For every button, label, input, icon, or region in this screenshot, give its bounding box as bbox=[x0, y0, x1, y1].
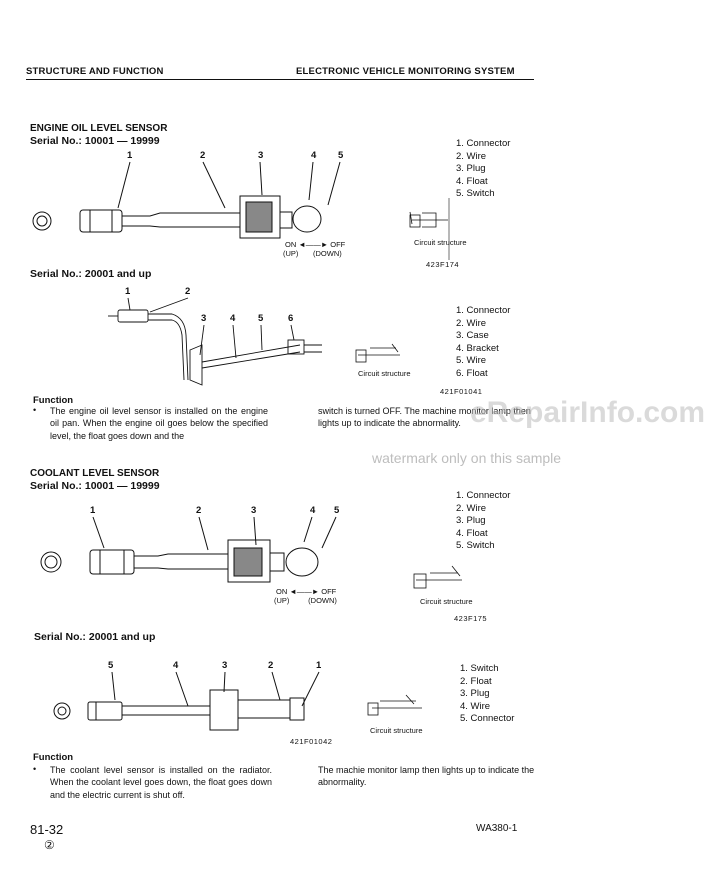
list-item: 2. Wire bbox=[456, 150, 487, 162]
coolant-circuit-label-2: Circuit structure bbox=[370, 726, 423, 735]
callout-4: 4 bbox=[173, 660, 179, 671]
list-item: 6. Float bbox=[456, 367, 488, 379]
coolant-sensor-title: COOLANT LEVEL SENSOR bbox=[30, 468, 160, 479]
callout-5: 5 bbox=[108, 660, 114, 671]
coolant-up-down-label: (UP) (DOWN) bbox=[274, 596, 337, 605]
list-item: 1. Connector bbox=[456, 490, 511, 501]
coolant-function-text: The coolant level sensor is installed on the radiator. When the coolant level goes down, the float goes down and the electric current is shut off. bbox=[50, 765, 272, 800]
oil-serial-2: Serial No.: 20001 and up bbox=[30, 268, 152, 280]
list-item: 2. Wire bbox=[456, 317, 487, 329]
coolant-figure-code-1: 423F175 bbox=[454, 614, 488, 623]
callout-2: 2 bbox=[196, 505, 202, 516]
list-item: 3. Plug bbox=[460, 688, 490, 700]
model-code: WA380-1 bbox=[476, 823, 518, 834]
callout-4: 4 bbox=[310, 505, 316, 516]
callout-3: 3 bbox=[222, 660, 228, 671]
oil-up-down-label: (UP) (DOWN) bbox=[283, 249, 342, 258]
callout-5: 5 bbox=[258, 313, 264, 324]
list-item: 4. Bracket bbox=[456, 342, 499, 354]
list-item: 3. Case bbox=[456, 330, 489, 342]
list-item: 1. Connector bbox=[456, 138, 511, 149]
coolant-function-text-right: The machie monitor lamp then lights up to indicate the abnormality. bbox=[318, 765, 535, 788]
callout-2: 2 bbox=[185, 286, 191, 297]
callout-1: 1 bbox=[127, 150, 133, 161]
oil-figure-code-1: 423F174 bbox=[426, 260, 460, 269]
list-item: 1. Switch bbox=[460, 663, 499, 674]
callout-2: 2 bbox=[268, 660, 274, 671]
callout-1: 1 bbox=[90, 505, 96, 516]
callout-1: 1 bbox=[316, 660, 322, 671]
bullet: • bbox=[33, 764, 37, 774]
list-item: 5. Switch bbox=[456, 188, 495, 200]
coolant-serial-2: Serial No.: 20001 and up bbox=[34, 631, 156, 643]
callout-3: 3 bbox=[258, 150, 264, 161]
list-item: 1. Connector bbox=[456, 305, 511, 316]
oil-circuit-label-2: Circuit structure bbox=[358, 369, 411, 378]
list-item: 3. Plug bbox=[456, 515, 486, 527]
callout-1: 1 bbox=[125, 286, 131, 297]
coolant-figure-code-2: 421F01042 bbox=[290, 737, 333, 746]
coolant-function-title: Function bbox=[33, 752, 74, 763]
list-item: 2. Wire bbox=[456, 502, 487, 514]
list-item: 4. Float bbox=[456, 527, 488, 539]
coolant-circuit-label-1: Circuit structure bbox=[420, 597, 473, 606]
oil-figure-code-2: 421F01041 bbox=[440, 387, 483, 396]
callout-6: 6 bbox=[288, 313, 294, 324]
oil-function-text-right: switch is turned OFF. The machine monitor lamp then lights up to indicate the abnormality. bbox=[318, 406, 531, 429]
revision-mark: ② bbox=[44, 838, 55, 852]
list-item: 5. Connector bbox=[460, 713, 515, 725]
callout-4: 4 bbox=[230, 313, 236, 324]
oil-sensor-title: ENGINE OIL LEVEL SENSOR bbox=[30, 123, 168, 134]
watermark-brand: eRepairInfo.com bbox=[470, 396, 705, 429]
oil-circuit-label-1: Circuit structure bbox=[414, 238, 467, 247]
section-header: STRUCTURE AND FUNCTION bbox=[26, 66, 164, 77]
list-item: 4. Wire bbox=[460, 700, 491, 712]
oil-on-off-label: ON ◄——► OFF bbox=[285, 240, 346, 249]
list-item: 4. Float bbox=[456, 175, 488, 187]
coolant-serial-1: Serial No.: 10001 — 19999 bbox=[30, 480, 160, 492]
list-item: 3. Plug bbox=[456, 163, 486, 175]
callout-5: 5 bbox=[334, 505, 340, 516]
oil-function-text: The engine oil level sensor is installed on the engine oil pan. When the engine oil goes below the specified level, the float goes down and the bbox=[50, 406, 268, 441]
list-item: 5. Switch bbox=[456, 540, 495, 552]
list-item: 2. Float bbox=[460, 675, 492, 687]
page-number: 81-32 bbox=[30, 822, 64, 837]
callout-2: 2 bbox=[200, 150, 206, 161]
oil-function-title: Function bbox=[33, 395, 74, 406]
callout-3: 3 bbox=[251, 505, 257, 516]
oil-serial-1: Serial No.: 10001 — 19999 bbox=[30, 135, 160, 147]
watermark-note: watermark only on this sample bbox=[372, 450, 562, 466]
bullet: • bbox=[33, 405, 37, 415]
callout-3: 3 bbox=[201, 313, 207, 324]
callout-4: 4 bbox=[311, 150, 317, 161]
chapter-header: ELECTRONIC VEHICLE MONITORING SYSTEM bbox=[296, 66, 515, 77]
list-item: 5. Wire bbox=[456, 355, 487, 367]
callout-5: 5 bbox=[338, 150, 344, 161]
coolant-on-off-label: ON ◄——► OFF bbox=[276, 587, 337, 596]
